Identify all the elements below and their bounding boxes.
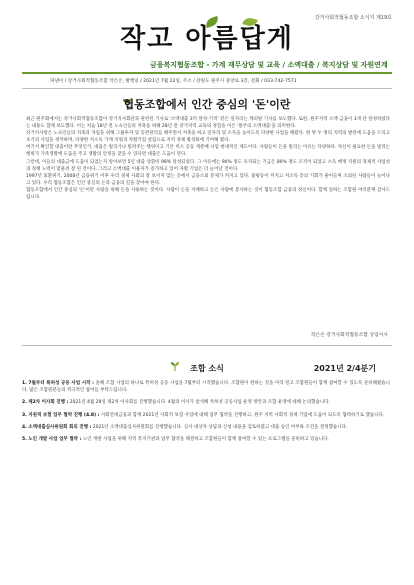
paragraph: 협동조합에서 인간 중심의 '돈'이란 사람을 위해 돈을 사용하는 것이다. 사람이 돈을 지배하고 돈은 사람에 봉사하는 것이 협동조합 금융의 정신이다. 함께 일하는 조합원 여러분께 감사드립니다. <box>26 187 390 201</box>
list-item <box>22 436 390 443</box>
article-body <box>26 116 390 201</box>
newsletter-title: 작고 아름답게 <box>120 24 294 54</box>
list-item <box>22 412 390 419</box>
tagline: 금융복지협동조합 - 가계 재무상담 및 교육 / 소액대출 / 복지상담 및 자원연계 <box>150 61 388 69</box>
list-item <box>22 380 390 394</box>
publication-info: 펴낸이 / 강거사회적협동조합 작은손, 발행일 / 2021년 7월 22일, 주소 / 강원도 원주시 중앙로 3층, 전화 / 033-742-7571 <box>50 79 297 84</box>
item-title: 7월부터 특허성 공동 사업 시작 : <box>28 381 94 386</box>
paragraph: 강거지사항은 노숙인들의 저축과 자립을 위해 그룹투자 및 동반관리를 해주면서 저축을 하고 일자리 및 소득을 높이도록 다양한 사업을 해왔다. 한 명 두 명의 지역의 발전에 도움을 드리고 초기의 사업을 정착하며, 다양한 저소득 가계 지원과 자활기업 설립으로 지역 경제 활성화에 기여해 왔다. <box>26 131 390 144</box>
item-text: 2021년 소액대출심사위원회를 진행했습니다. 심사 대상자 상담과 신청 내용을 검토하였고 대출 승인 여부와 조건을 결정했습니다. <box>92 424 348 430</box>
item-number: 4. <box>22 424 27 430</box>
list-item <box>22 399 390 406</box>
author-signature: 작은손 강거사회적협동조합 상임이사 <box>310 333 388 338</box>
item-number: 3. <box>22 412 27 418</box>
news-period: 2021년 2/4분기 <box>313 364 376 373</box>
item-number: 2. <box>22 400 27 406</box>
issue-label: 강거사회적협동조합 소식지 제19호 <box>314 15 392 21</box>
item-title: 제2차 이사회 진행 : <box>28 400 69 406</box>
divider <box>22 345 392 346</box>
item-text: 노인 개발 사업을 위해 지역 복지기관과 업무 협약을 체결하고 조합원들이 함께 참여할 수 있는 프로그램을 준비하고 있습니다. <box>82 437 329 443</box>
item-number: 5. <box>22 437 27 443</box>
paragraph: 그런데, 이들의 대출금에 도움이 되었는지 알아보면 5년 대출 상환비 98% 달성되었다. 그 이유에는 90% 정도 유지되는 기금은 80% 정도 조직이 되었고 소득 배정 지원의 경제적 사업성과 정책 노력이 맞물려 잘 된 것이다. 그리고 소액대출 이용자가 증가하고 있어 자활 기업은 더 늘어날 것이다. <box>26 159 390 172</box>
item-title: 소액대출심사위원회 회의 진행 : <box>28 424 92 430</box>
header-rule <box>22 72 392 74</box>
paragraph: 1997년 외환위기, 2008년 금융위기 이후 우리 경제 사회의 잘 보이지 않는 곳에서 금융소외 문제가 커지고 있다. 불평등이 커지고 저소득 층의 기회가 줄어들며 소외된 사람들이 늘어나고 있다. 우리 협동조합은 인간 중심의 돈과 금융의 길을 찾아야 한다. <box>26 173 390 186</box>
news-list <box>22 380 390 448</box>
item-title: 노인 개발 사업 업무 협약 : <box>28 437 82 443</box>
item-number: 1. <box>22 381 27 386</box>
item-text: 2021년 4월 28일 제2차 이사회를 진행했습니다. 4월의 이사가 참석해 특허성 공동사업 운영 방안과 조합 운영에 대해 논의했습니다. <box>69 400 330 406</box>
divider <box>22 88 392 89</box>
paragraph: 최근 원주회에서는 강거사회적협동조합이 강거지사회단과 관련된 기사로 '소액대출 3억 달성-기적' 같은 일자리는 캐피탈 기사를 보도했다. 또한, 원주지역 소액 금융이 3개 단 달성하였다는 내용도 함께 보도했다. 이는 처음 18년 전 노숙인들의 저축을 위해 28년 전 강거지역 교육의 경험을 이은 '원주의 소액대출'을 의미한다. <box>26 117 390 130</box>
masthead <box>0 20 414 58</box>
paragraph: 여기서 확인할 대출이란 무엇인가. 대출은 빌리거나 빌려주는 행위이고 기본 미소 공동 재분배 사업 현대적인 제도이다. 사람들이 돈을 빌리는 이유는 다양하다. 자신이 필요한 돈을 빌리는 행위가 가족생활에 도움을 주고 생활의 안정을 찾을 수 있다면 대출은 도움이 된다. <box>26 145 390 158</box>
news-heading: 조합 소식 <box>190 364 224 373</box>
item-text: 사회연대금융과 함께 2021년 사회적 보험 사업에 대해 업무 협약을 진행하고, 원주 지역 사회적 경제 기업에 도움이 되도록 협력하기로 했습니다. <box>100 412 385 418</box>
item-title: 지원적 보험 업무 협약 진행 (4.8) : <box>28 412 100 418</box>
item-text: 올해 조합 사업의 하나로 특허성 공동 사업을 7월부터 시작했습니다. 조합원이 원하는 것을 미리 알고 조합원들이 함께 참여할 수 있도록 준비해왔습니다. 많은 조합원분들의 적극적인 참여를 부탁드립니다. <box>22 381 390 394</box>
list-item <box>22 424 390 431</box>
article-heading: 협동조합에서 인간 중심의 '돈'이란 <box>123 98 291 111</box>
